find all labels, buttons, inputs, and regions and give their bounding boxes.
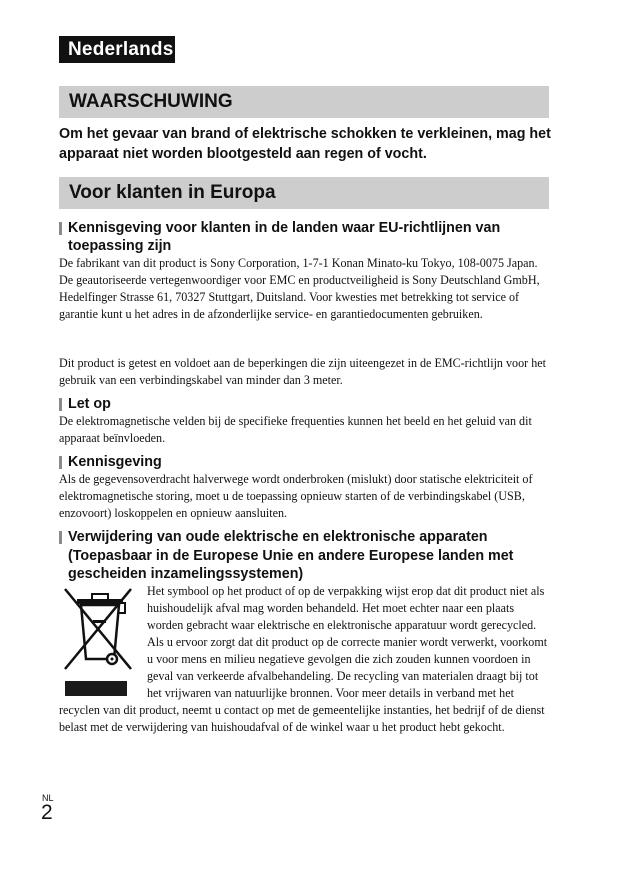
- notice-heading: [59, 453, 559, 471]
- caution-heading: [59, 395, 559, 413]
- caution-paragraph: De elektromagnetische velden bij de specifieke frequenties kunnen het beeld en het geluid van dit apparaat beïnvloeden.: [59, 414, 532, 445]
- emc-paragraph: Dit product is getest en voldoet aan de beperkingen die zijn uiteengezet in de EMC-richtlijn voor het gebruik van een verbindingskabel van minder dan 3 meter.: [59, 356, 546, 387]
- eu-notice-heading-text: Kennisgeving voor klanten in de landen waar EU-richtlijnen van toepassing zijn: [68, 220, 501, 254]
- notice-paragraph: Als de gegevensoverdracht halverwege wordt onderbroken (mislukt) door statische elektriciteit of elektromagnetische storing, moet u de toepassing opnieuw starten of de verbindingskabel (USB, enzovoort) loskoppelen en opnieuw aansluiten.: [59, 472, 533, 520]
- warning-text: Om het gevaar van brand of elektrische schokken te verkleinen, mag het apparaat niet worden blootgesteld aan regen of vocht.: [59, 126, 551, 162]
- disposal-heading-text: Verwijdering van oude elektrische en elektronische apparaten (Toepasbaar in de Europese Unie en andere Europese landen met gescheiden inzamelingssystemen): [68, 529, 514, 582]
- heading-marker: [59, 222, 62, 235]
- caution-heading-text: Let op: [68, 396, 111, 412]
- europe-section-title: Voor klanten in Europa: [59, 177, 549, 209]
- heading-marker: [59, 456, 62, 469]
- notice-heading-text: Kennisgeving: [68, 454, 162, 470]
- page-number: 2: [41, 801, 53, 824]
- disposal-heading: [59, 528, 559, 584]
- crossed-out-wheelie-bin-icon: [59, 583, 141, 701]
- language-code: NL: [42, 793, 54, 803]
- language-tag: Nederlands: [59, 36, 175, 63]
- heading-marker: [59, 398, 62, 411]
- warning-section-title: WAARSCHUWING: [59, 86, 549, 118]
- disposal-block: [59, 583, 551, 736]
- manufacturer-paragraph: De fabrikant van dit product is Sony Corporation, 1-7-1 Konan Minato-ku Tokyo, 108-0075 Japan. De geautoriseerde vertegenwoordiger voor EMC en productveiligheid is Sony Deutschland GmbH, Hedelfinger Strasse 61, 70327 Stuttgart, Duitsland. Voor kwesties met betrekking tot service of garantie kunt u het adres in de afzonderlijke service- en garantiedocumenten gebruiken.: [59, 256, 540, 321]
- eu-notice-heading: [59, 219, 559, 255]
- disposal-paragraph: Het symbool op het product of op de verpakking wijst erop dat dit product niet als huishoudelijk afval mag worden behandeld. Het moet echter naar een plaats worden gebracht waar elektrische en elektronische apparatuur wordt gerecycled. Als u ervoor zorgt dat dit product op de correcte manier wordt verwerkt, voorkomt u voor mens en milieu negatieve gevolgen die zich zouden kunnen voordoen in geval van verkeerde afvalbehandeling. De recycling van materialen draagt bij tot het vrijwaren van natuurlijke bronnen. Voor meer details in verband met het recyclen van dit product, neemt u contact op met de gemeentelijke instanties, het bedrijf of de dienst belast met de verwijdering van huishoudafval of de winkel waar u het product hebt gekocht.: [59, 584, 548, 734]
- heading-marker: [59, 531, 62, 544]
